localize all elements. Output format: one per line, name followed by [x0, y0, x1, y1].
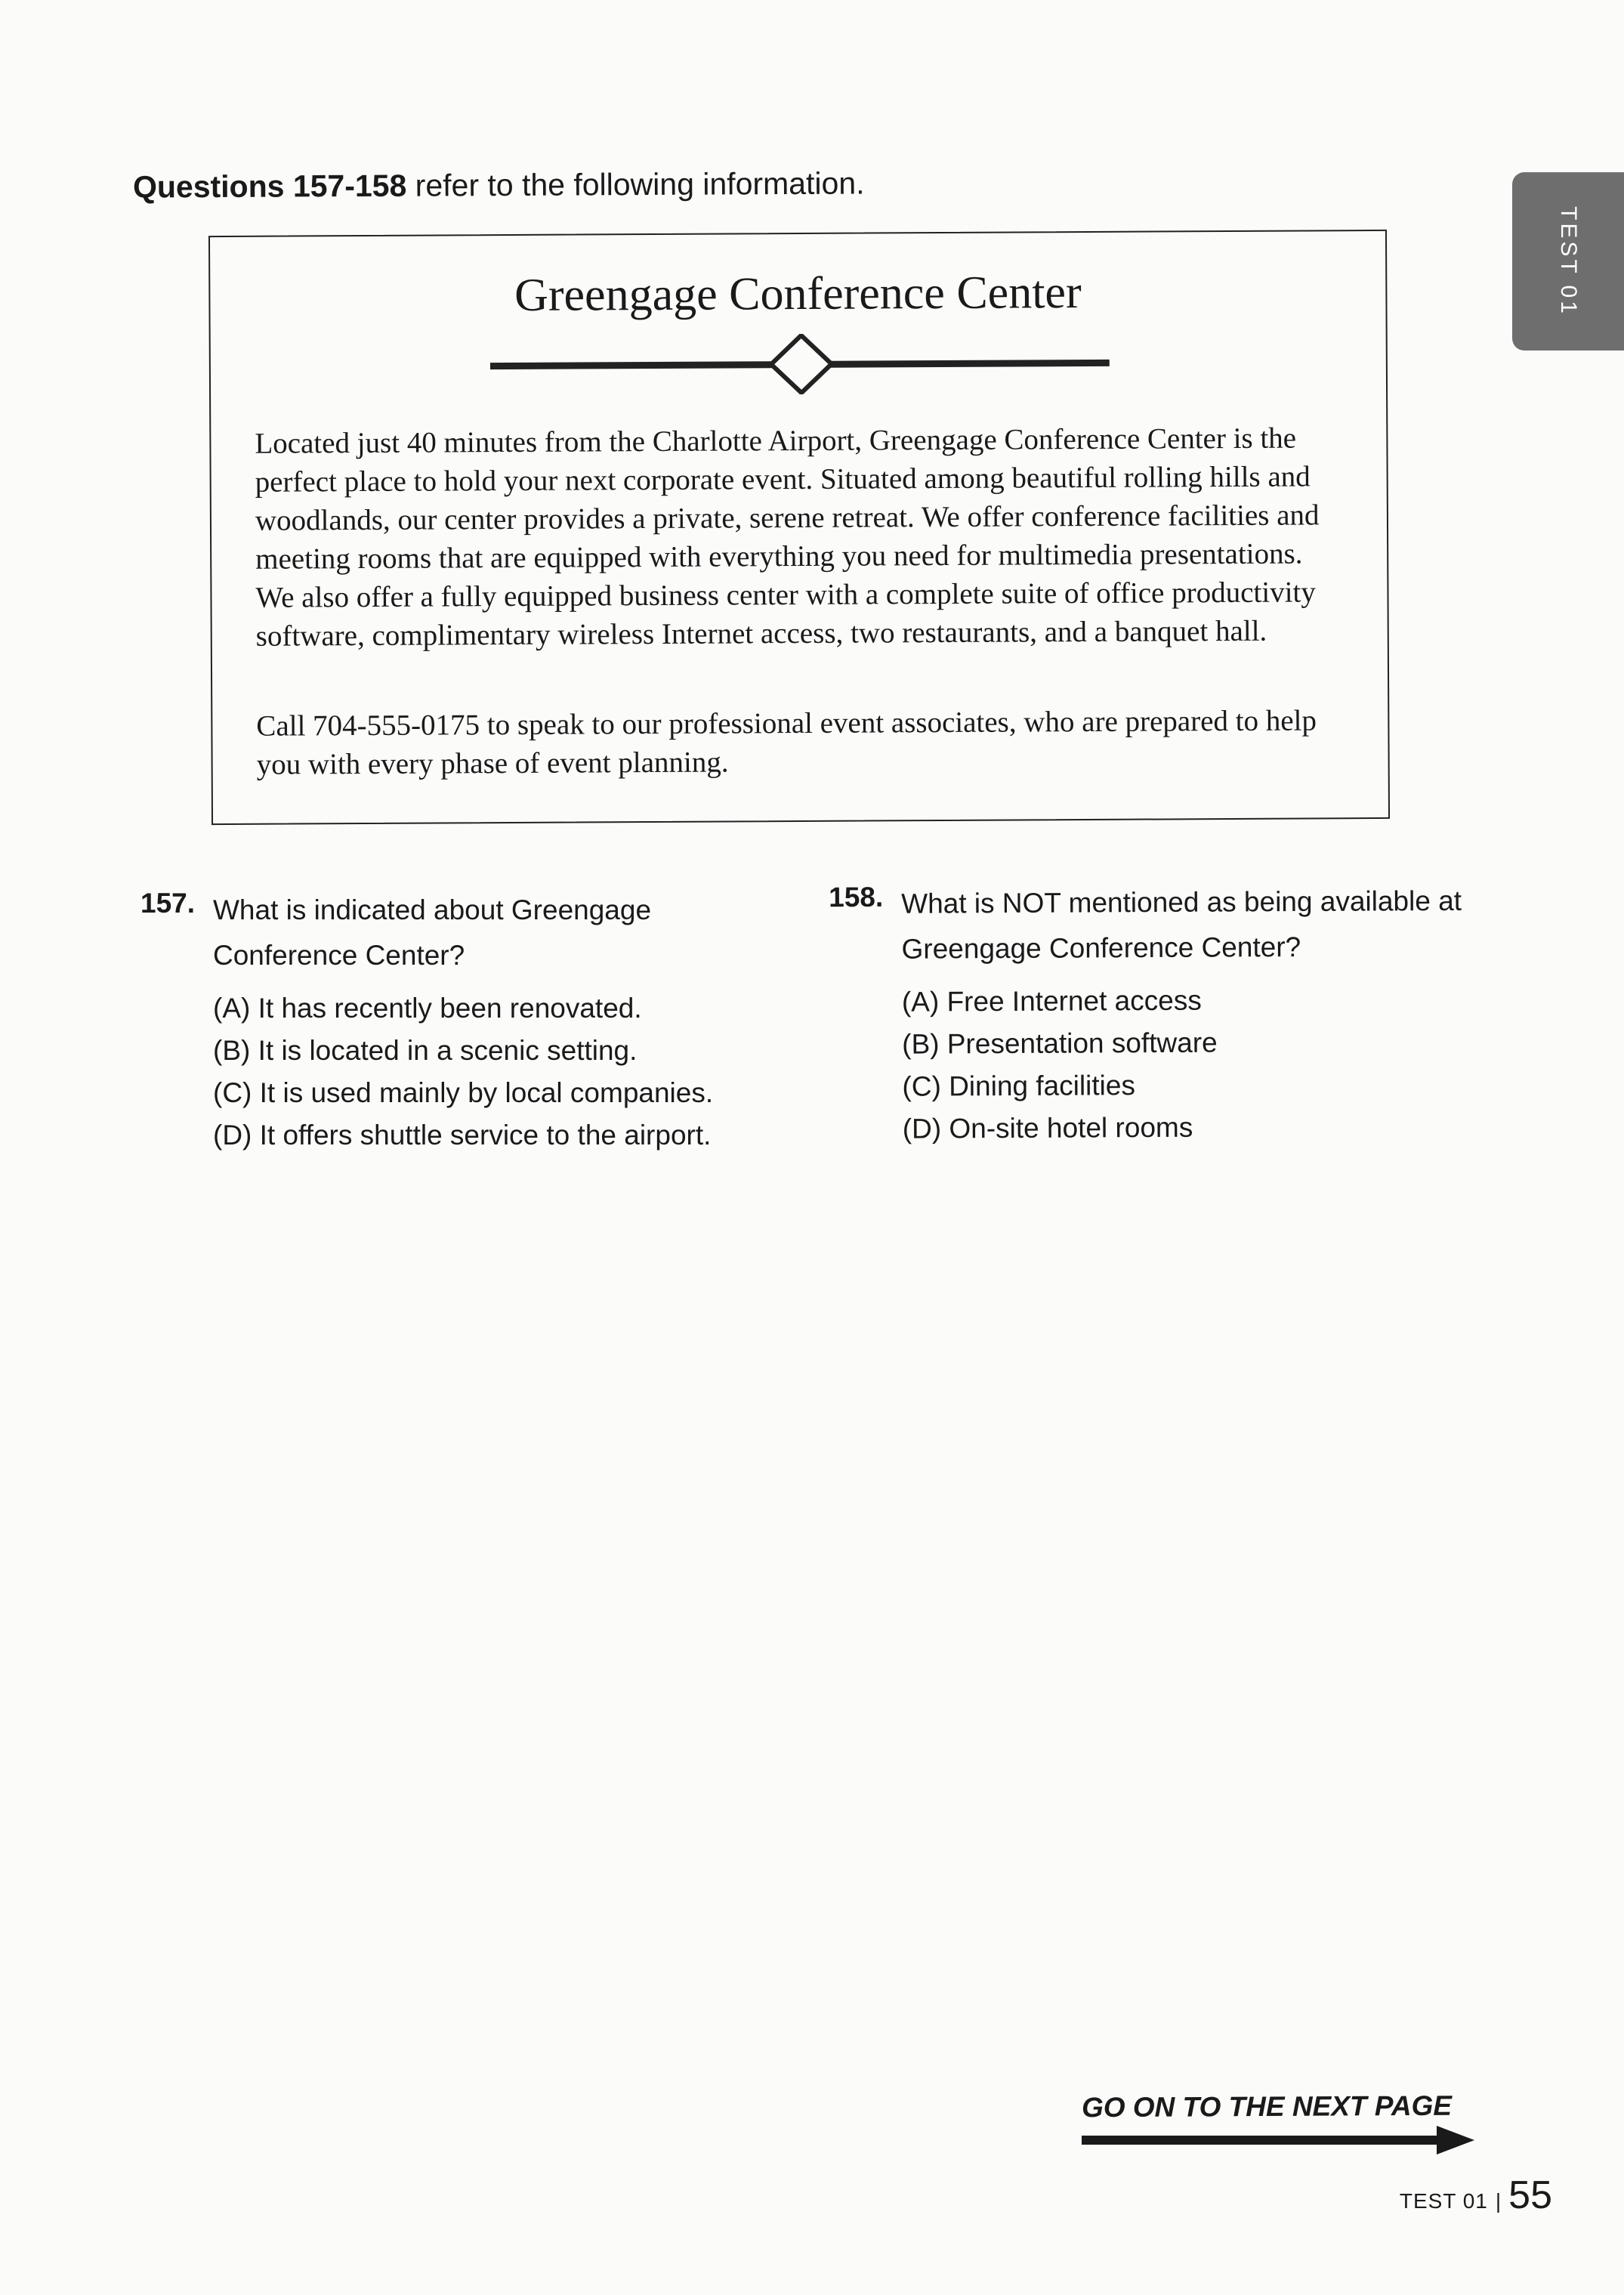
question-text: What is NOT mentioned as being available at Greengage Conference Center? — [901, 885, 1462, 965]
option-a[interactable]: (A) It has recently been renovated. — [213, 993, 642, 1024]
option-d[interactable]: (D) It offers shuttle service to the airport. — [213, 1120, 712, 1151]
question-number: 158. — [829, 881, 884, 913]
diamond-divider-icon — [490, 332, 1110, 396]
section-tab-label: TEST 01 — [1556, 206, 1581, 317]
answer-options — [213, 987, 790, 1157]
footer-test-label: TEST 01 — [1399, 2189, 1488, 2213]
next-page-label: GO ON TO THE NEXT PAGE — [1081, 2090, 1453, 2124]
notice-box — [208, 230, 1390, 825]
questions-intro — [133, 165, 865, 205]
option-b[interactable]: (B) It is located in a scenic setting. — [213, 1035, 638, 1066]
footer-separator: | — [1495, 2189, 1502, 2213]
notice-paragraph-1: Located just 40 minutes from the Charlotte Airport, Greengage Conference Center is the perfect place to hold your next corporate event. Situated among beautiful rolling hills and woodlands, our center provides a private, serene retreat. We offer conference facilities and meeting rooms that are equipped with everything you need for multimedia presentations. We also offer a fully equipped business center with a complete suite of office productivity software, complimentary wireless Internet access, two restaurants, and a banquet hall. — [255, 422, 1320, 653]
answer-options — [902, 978, 1480, 1151]
page-number: 55 — [1508, 2173, 1552, 2217]
question-number: 157. — [140, 888, 196, 919]
notice-title: Greengage Conference Center — [514, 267, 1082, 321]
intro-text: refer to the following information. — [406, 165, 865, 203]
option-d[interactable]: (D) On-site hotel rooms — [902, 1111, 1193, 1144]
option-a[interactable]: (A) Free Internet access — [901, 984, 1202, 1018]
question-158 — [829, 879, 1480, 1151]
option-c[interactable]: (C) Dining facilities — [902, 1070, 1136, 1102]
question-text: What is indicated about Greengage Conference Center? — [213, 894, 652, 971]
option-b[interactable]: (B) Presentation software — [902, 1027, 1218, 1060]
section-tab — [1512, 172, 1624, 351]
question-157 — [140, 888, 790, 1157]
notice-paragraph-2: Call 704-555-0175 to speak to our professional event associates, who are prepared to help you with every phase of event planning. — [256, 704, 1317, 781]
right-arrow-icon — [1082, 2124, 1474, 2154]
question-range: Questions 157-158 — [132, 168, 407, 205]
option-c[interactable]: (C) It is used mainly by local companies. — [213, 1077, 714, 1108]
page-footer — [1400, 2173, 1552, 2218]
